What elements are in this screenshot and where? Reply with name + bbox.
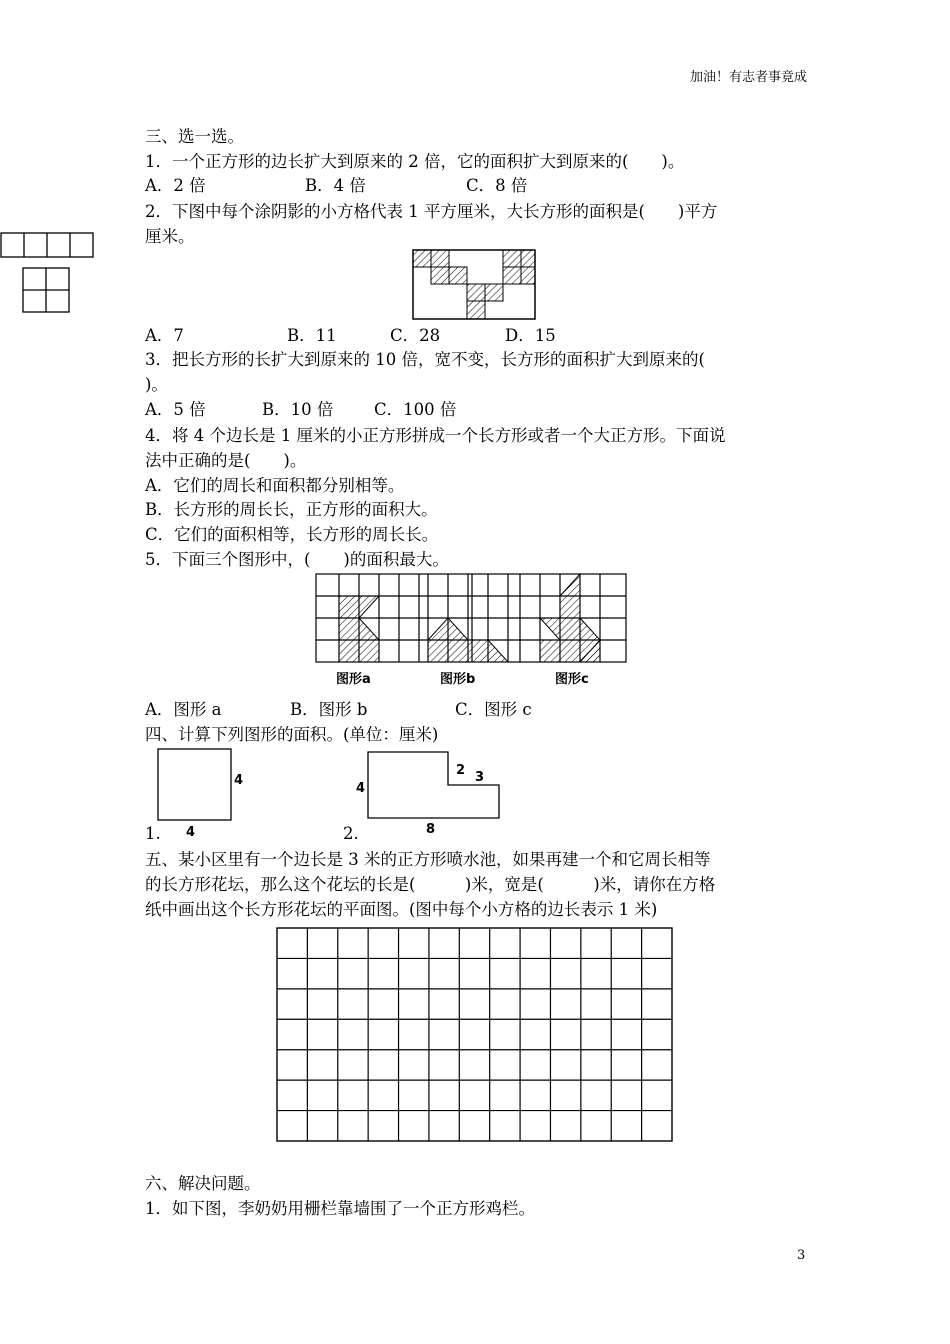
q3-option-b: B．10 倍	[262, 400, 334, 419]
fig2-number: 2.	[343, 824, 359, 843]
q4-option-b: B．长方形的周长长，正方形的面积大。	[145, 500, 438, 519]
q3-option-a: A．5 倍	[145, 400, 206, 419]
q5-label-c: 图形c	[555, 672, 589, 687]
grid-frame	[277, 928, 672, 1141]
q5-label-b: 图形b	[440, 672, 476, 687]
q5-option-c: C．图形 c	[455, 700, 532, 719]
q1-option-b: B．4 倍	[305, 176, 366, 195]
q3-line1: 3．把长方形的长扩大到原来的 10 倍，宽不变，长方形的面积扩大到原来的(	[145, 350, 705, 369]
q4-option-a: A．它们的周长和面积都分别相等。	[145, 476, 405, 495]
fig1-side-right: 4	[234, 773, 244, 788]
section4-title: 四、计算下列图形的面积。(单位：厘米)	[145, 725, 439, 744]
section3-title: 三、选一选。	[145, 127, 244, 146]
section4-l-shape	[366, 751, 502, 821]
q2-option-b: B．11	[287, 326, 337, 345]
section5-line1: 五、某小区里有一个边长是 3 米的正方形喷水池，如果再建一个和它周长相等	[145, 850, 711, 869]
q2-line2: 厘米。	[145, 227, 195, 246]
fig1-number: 1.	[145, 824, 161, 843]
q5-grid-figure	[314, 573, 628, 665]
page-number: 3	[797, 1248, 806, 1263]
section6-q1-text: 1．如下图，李奶奶用栅栏靠墙围了一个正方形鸡栏。	[145, 1199, 535, 1218]
side-square-figures	[0, 232, 95, 314]
q2-option-c: C．28	[390, 326, 441, 345]
q4-line2: 法中正确的是( )。	[145, 451, 307, 470]
q4-option-c: C．它们的面积相等，长方形的周长长。	[145, 525, 439, 544]
section6-title: 六、解决问题。	[145, 1174, 261, 1193]
section4-square	[157, 748, 233, 822]
q2-line1: 2．下图中每个涂阴影的小方格代表 1 平方厘米，大长方形的面积是( )平方	[145, 202, 718, 221]
fig2-side-bottom: 8	[426, 822, 436, 837]
q1-text: 1．一个正方形的边长扩大到原来的 2 倍，它的面积扩大到原来的( )。	[145, 152, 685, 171]
fig2-notch-side: 3	[475, 770, 485, 785]
section5-grid-paper[interactable]	[276, 927, 674, 1143]
q3-line2: )。	[145, 375, 168, 394]
fig2-notch-top: 2	[456, 763, 466, 778]
q1-option-a: A．2 倍	[145, 176, 206, 195]
q1-option-c: C．8 倍	[466, 176, 528, 195]
fig2-side-left: 4	[356, 781, 366, 796]
q3-option-c: C．100 倍	[374, 400, 457, 419]
q5-option-b: B．图形 b	[290, 700, 368, 719]
fig1-side-bottom: 4	[186, 825, 196, 840]
q5-text: 5．下面三个图形中，( )的面积最大。	[145, 550, 449, 569]
header-motto: 加油！有志者事竟成	[689, 70, 807, 85]
q2-option-a: A．7	[145, 326, 184, 345]
q4-line1: 4．将 4 个边长是 1 厘米的小正方形拼成一个长方形或者一个大正方形。下面说	[145, 426, 726, 445]
q2-option-d: D．15	[505, 326, 556, 345]
section5-line2: 的长方形花坛，那么这个花坛的长是( )米，宽是( )米，请你在方格	[145, 875, 716, 894]
q2-hatched-rectangle	[412, 249, 538, 321]
q5-label-a: 图形a	[336, 672, 371, 687]
q5-option-a: A．图形 a	[145, 700, 222, 719]
section5-line3: 纸中画出这个长方形花坛的平面图。(图中每个小方格的边长表示 1 米)	[145, 900, 658, 919]
